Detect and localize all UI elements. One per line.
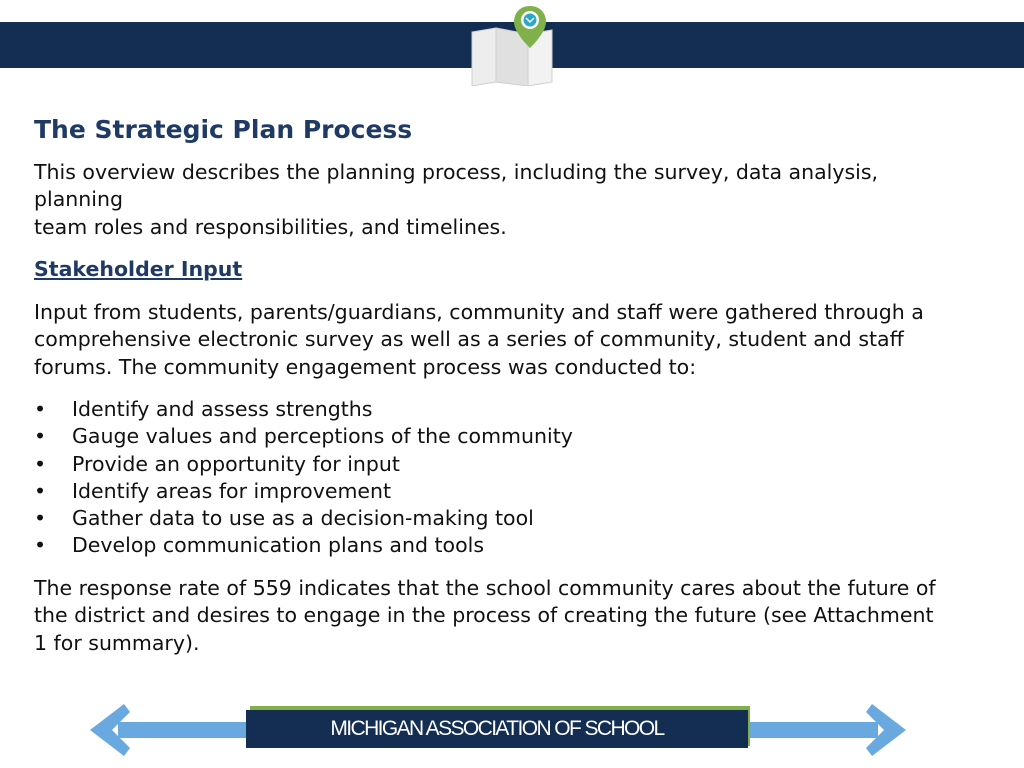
intro-paragraph <box>34 159 974 242</box>
input-line: Input from students, parents/guardians, community and staff were gathered through a <box>34 299 924 324</box>
bullet-marker: • <box>34 397 47 421</box>
list-item <box>34 478 974 505</box>
intro-line: team roles and responsibilities, and timelines. <box>34 214 507 239</box>
bullet-marker: • <box>34 506 47 531</box>
input-paragraph <box>34 299 974 382</box>
bullet-marker: • <box>34 533 47 558</box>
input-line: comprehensive electronic survey as well as a series of community, student and staff <box>34 327 904 351</box>
list-item-text: Provide an opportunity for input <box>72 451 400 476</box>
footer-banner: MICHIGAN ASSOCIATION OF SCHOOL <box>246 710 748 748</box>
list-item <box>34 396 974 423</box>
intro-line: planning <box>34 187 123 211</box>
page-title: The Strategic Plan Process <box>34 115 413 144</box>
stakeholder-input-heading: Stakeholder Input <box>34 257 243 281</box>
closing-line: 1 for summary). <box>34 630 200 655</box>
list-item-text: Develop communication plans and tools <box>72 533 485 558</box>
closing-line: The response rate of 559 indicates that the school community cares about the future of <box>34 575 936 600</box>
engagement-goals-list <box>34 396 974 560</box>
list-item <box>34 532 974 559</box>
list-item-text: Identify areas for improvement <box>72 478 392 503</box>
bullet-marker: • <box>34 478 47 503</box>
content-area <box>34 114 974 672</box>
list-item <box>34 505 974 532</box>
bullet-marker: • <box>34 451 47 476</box>
list-item <box>34 423 974 450</box>
input-line: forums. The community engagement process was conducted to: <box>34 354 697 379</box>
closing-line: the district and desires to engage in the process of creating the future (see Attachment <box>34 603 934 628</box>
closing-paragraph <box>34 575 974 658</box>
list-item <box>34 451 974 478</box>
bullet-marker: • <box>34 424 47 449</box>
list-item-text: Identify and assess strengths <box>72 397 373 421</box>
intro-line: This overview describes the planning process, including the survey, data analysis, <box>34 159 879 184</box>
list-item-text: Gauge values and perceptions of the community <box>72 424 573 449</box>
map-pin-icon <box>468 2 560 86</box>
list-item-text: Gather data to use as a decision-making tool <box>72 506 534 531</box>
